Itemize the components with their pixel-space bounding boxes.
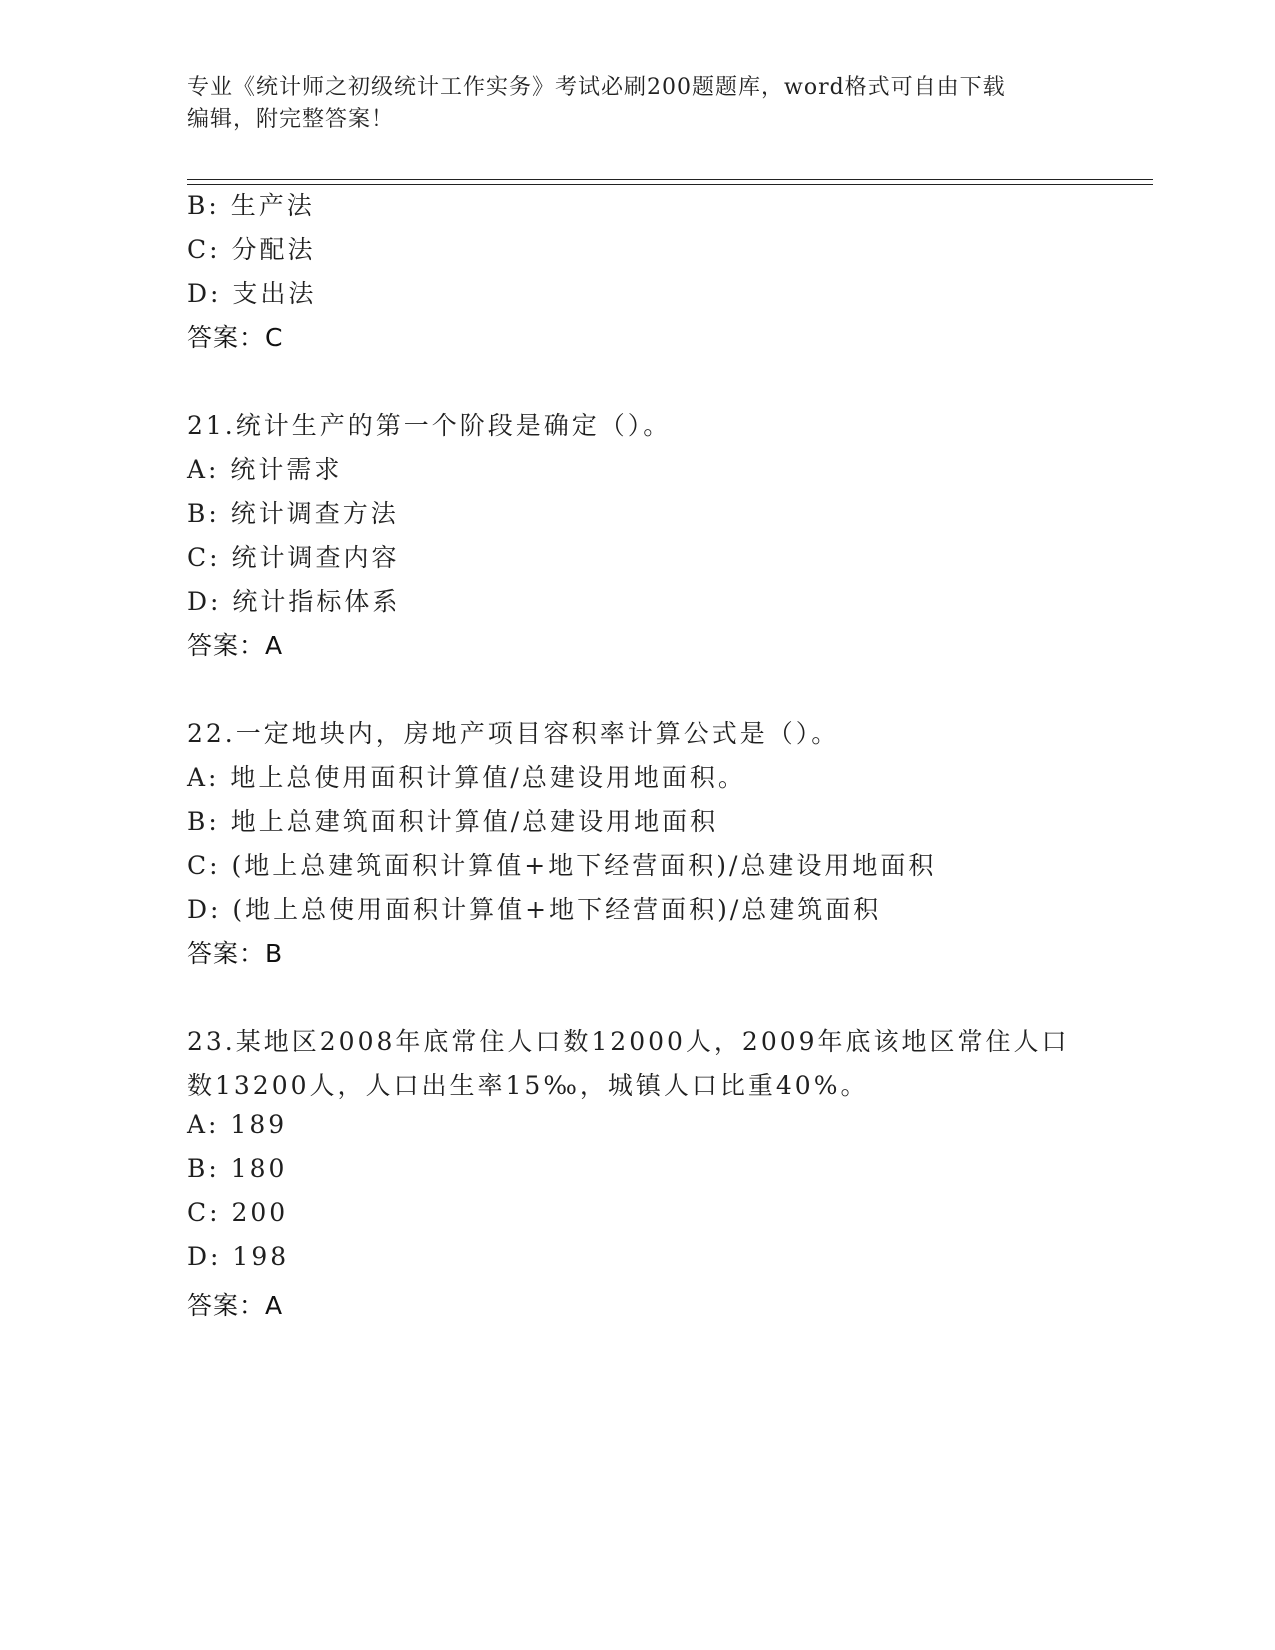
header-divider-bottom: [187, 184, 1153, 185]
header-line-1: 专业《统计师之初级统计工作实务》考试必刷200题题库，word格式可自由下载: [187, 75, 1006, 100]
header-line-2: 编辑，附完整答案！: [187, 107, 395, 132]
q21-option-b: B: 统计调查方法: [187, 499, 399, 528]
q22-option-d: D: (地上总使用面积计算值+地下经营面积)/总建筑面积: [187, 895, 882, 924]
header-divider-top: [187, 179, 1153, 180]
q23-option-c: C: 200: [187, 1198, 289, 1227]
q21-option-a: A: 统计需求: [187, 455, 343, 484]
q23-option-b: B: 180: [187, 1154, 288, 1183]
q20-answer: 答案：C: [187, 323, 284, 352]
document-header: [187, 72, 1067, 136]
q20-option-b: B: 生产法: [187, 191, 315, 220]
q22-option-a: A: 地上总使用面积计算值/总建设用地面积。: [187, 763, 746, 792]
q22-option-c: C: (地上总建筑面积计算值+地下经营面积)/总建设用地面积: [187, 851, 937, 880]
q21-answer: 答案：A: [187, 631, 284, 660]
q23-option-d: D: 198: [187, 1242, 290, 1271]
q22-answer: 答案：B: [187, 939, 284, 968]
q21-option-c: C: 统计调查内容: [187, 543, 400, 572]
q23-option-a: A: 189: [187, 1110, 288, 1139]
q20-option-c: C: 分配法: [187, 235, 316, 264]
q23-question-line-2: 数13200人，人口出生率15‰，城镇人口比重40%。: [187, 1071, 869, 1100]
q22-question: 22.一定地块内，房地产项目容积率计算公式是（）。: [187, 719, 840, 748]
q22-option-b: B: 地上总建筑面积计算值/总建设用地面积: [187, 807, 719, 836]
q23-question-line-1: 23.某地区2008年底常住人口数12000人，2009年底该地区常住人口: [187, 1027, 1070, 1056]
q23-answer: 答案：A: [187, 1291, 284, 1320]
q21-question: 21.统计生产的第一个阶段是确定（）。: [187, 411, 672, 440]
q21-option-d: D: 统计指标体系: [187, 587, 401, 616]
q20-option-d: D: 支出法: [187, 279, 317, 308]
